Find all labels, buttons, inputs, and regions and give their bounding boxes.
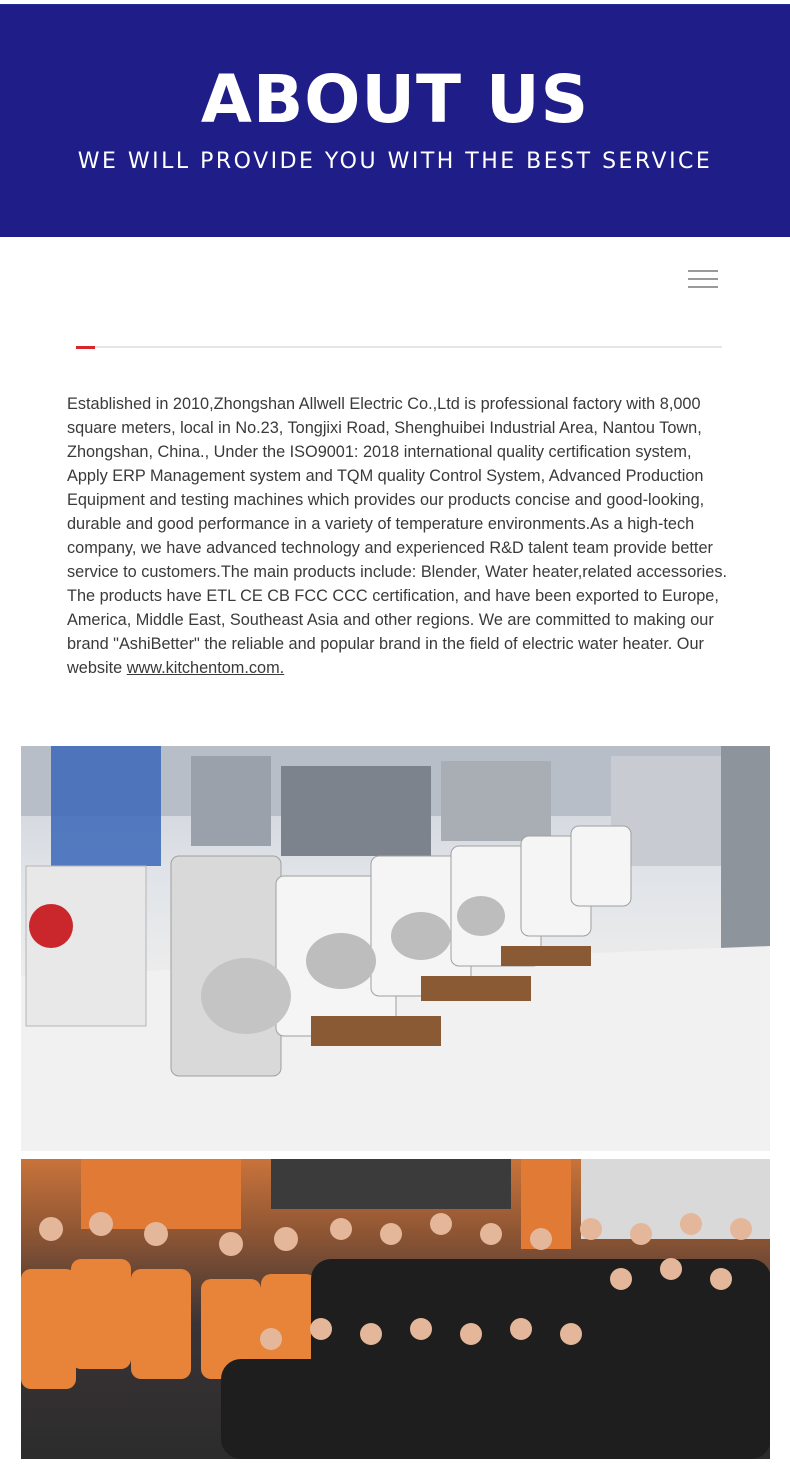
showroom-photo [21,746,770,1151]
about-banner [0,4,790,237]
page-title: ABOUT US [200,61,590,138]
section-divider [76,346,722,348]
website-link[interactable]: www.kitchentom.com. [126,659,285,677]
team-photo [21,1159,770,1459]
hamburger-menu-icon[interactable] [688,268,720,290]
showroom-illustration [21,746,770,1151]
intro-text: Established in 2010,Zhongshan Allwell Electric Co.,Ltd is professional factory with 8,000 square meters, local in No.23, Tongjixi Road, Shenghuibei Industrial Area, Nantou Town, Zhongshan, China., Under the ISO9001: 2018 international quality certification system, Apply ERP Management system and TQM quality Control System, Advanced Production Equipment and testing machines which provides our products concise and good-looking, durable and good performance in a variety of temperature environments.As a high-tech company, we have advanced technology and experienced R&D talent team provide better service to customers.The main products include: Blender, Water heater,related accessories. The products have ETL CE CB FCC CCC certification, and have been exported to Europe, America, Middle East, Southeast Asia and other regions. We are committed to making our brand "AshiBetter" the reliable and popular brand in the field of electric water heater. Our website [67,395,728,677]
company-intro [67,392,727,680]
divider-accent [76,346,95,349]
page-subtitle: WE WILL PROVIDE YOU WITH THE BEST SERVICE [77,149,713,174]
team-illustration [21,1159,770,1459]
